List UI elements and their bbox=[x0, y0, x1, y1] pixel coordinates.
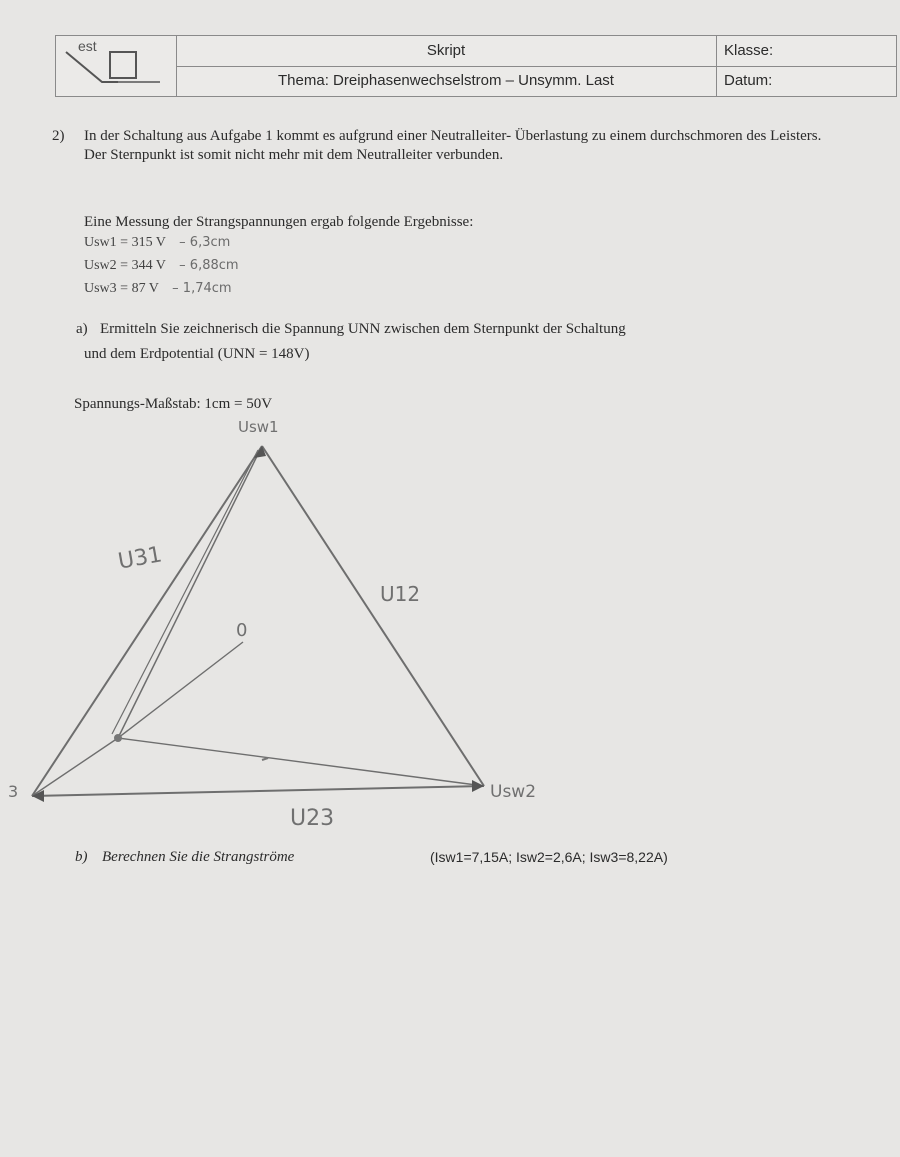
star-voltage-1 bbox=[118, 450, 260, 738]
label-top-vertex: Usw1 bbox=[238, 418, 279, 436]
measurement-1-note: – 6,3cm bbox=[179, 235, 231, 250]
header-class-label: Klasse: bbox=[724, 42, 774, 59]
star-voltage-1-second bbox=[112, 450, 258, 734]
measurement-2-note: – 6,88cm bbox=[179, 258, 239, 273]
label-right-vertex: Usw2 bbox=[490, 782, 537, 802]
part-b-letter: b) bbox=[75, 849, 88, 865]
triangle-side-31 bbox=[32, 446, 262, 796]
measurement-1-value: Usw1 = 315 V bbox=[84, 235, 166, 250]
part-a-line-2: und dem Erdpotential (UNN = 148V) bbox=[84, 346, 310, 362]
small-tick bbox=[262, 758, 268, 760]
part-b-result: (Isw1=7,15A; Isw2=2,6A; Isw3=8,22A) bbox=[430, 849, 668, 865]
triangle-side-12 bbox=[262, 446, 484, 786]
star-voltage-2 bbox=[118, 738, 484, 786]
header-title: Skript bbox=[176, 36, 717, 66]
label-left-vertex: 3 bbox=[8, 782, 19, 801]
task-intro: In der Schaltung aus Aufgabe 1 kommt es aufgrund einer Neutralleiter- Überlastung zu einem durchschmoren des Leisters. Der Sternpunkt ist somit nicht mehr mit dem Neutralleiter verbunden. bbox=[84, 128, 822, 163]
measurement-2-value: Usw2 = 344 V bbox=[84, 258, 166, 273]
label-u23: U23 bbox=[290, 806, 335, 831]
measurement-intro: Eine Messung der Strangspannungen ergab folgende Ergebnisse: bbox=[84, 214, 474, 230]
part-b-text: Berechnen Sie die Strangströme bbox=[102, 849, 295, 865]
measurement-3-note: – 1,74cm bbox=[172, 281, 232, 296]
header-topic: Thema: Dreiphasenwechselstrom – Unsymm. Last bbox=[176, 66, 717, 96]
label-u31: U31 bbox=[116, 542, 164, 575]
star-voltage-3 bbox=[32, 738, 118, 796]
scale-note: Spannungs-Maßstab: 1cm = 50V bbox=[74, 396, 273, 412]
label-circle-mark: 0 bbox=[236, 620, 248, 641]
header-date-label: Datum: bbox=[724, 72, 773, 89]
triangle-side-23 bbox=[32, 786, 484, 796]
star-point-dot bbox=[114, 734, 122, 742]
star-point-ground-line bbox=[118, 642, 243, 738]
label-u12: U12 bbox=[380, 582, 421, 606]
measurement-3-value: Usw3 = 87 V bbox=[84, 281, 159, 296]
part-a-line-1: Ermitteln Sie zeichnerisch die Spannung UNN zwischen dem Sternpunkt der Schaltung bbox=[100, 321, 626, 337]
logo-text: est bbox=[78, 38, 97, 54]
task-number: 2) bbox=[52, 128, 65, 144]
part-a-letter: a) bbox=[76, 321, 88, 337]
